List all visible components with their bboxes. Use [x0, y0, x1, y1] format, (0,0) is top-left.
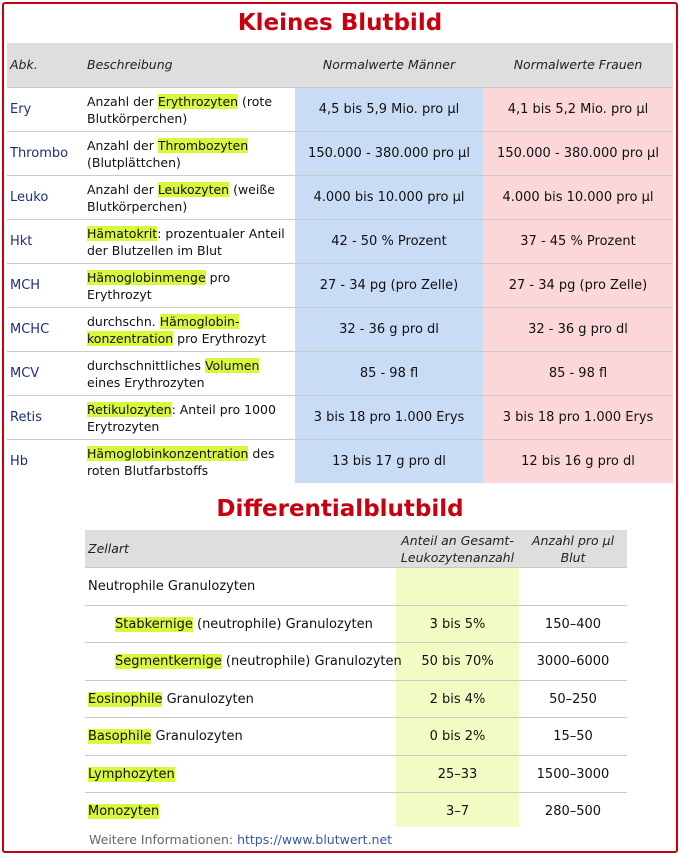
cell-type-highlight: Monozyten — [88, 804, 160, 819]
table-row — [7, 395, 673, 439]
table-row — [85, 717, 627, 755]
desc-pre: Anzahl der — [87, 182, 158, 197]
cell-type — [88, 681, 254, 718]
value-men: 150.000 - 380.000 pro µl — [295, 132, 483, 175]
value-men: 13 bis 17 g pro dl — [295, 440, 483, 483]
share-value: 50 bis 70% — [421, 654, 494, 669]
cell-type-highlight: Stabkernige — [115, 616, 193, 632]
desc-post: pro Erythrozyt — [173, 330, 267, 346]
share-value: 3–7 — [445, 804, 470, 819]
table-row — [7, 307, 673, 351]
desc-highlight: Hämoglobin-konzentration — [87, 314, 240, 346]
value-women: 32 - 36 g pro dl — [483, 308, 673, 351]
cell-type-rest: (neutrophile) Granulozyten — [192, 616, 373, 632]
cell-type — [88, 568, 255, 605]
count-value: 280–500 — [544, 804, 602, 819]
cell-type-rest: (neutrophile) Granulozyten — [221, 654, 402, 669]
desc-highlight: Retikulozyten — [87, 402, 172, 417]
row-description — [87, 94, 292, 127]
value-men: 4.000 bis 10.000 pro µl — [295, 176, 483, 219]
count-value: 3000–6000 — [536, 654, 610, 669]
row-abbr: Thrombo — [10, 146, 69, 161]
desc-post: : Anteil pro 1000 Erytrozyten — [87, 402, 276, 434]
row-description — [87, 138, 292, 171]
cell-type-highlight: Basophile — [88, 729, 152, 744]
row-description — [87, 270, 292, 303]
row-abbr: Hb — [10, 454, 29, 469]
value-men: 42 - 50 % Prozent — [295, 220, 483, 263]
value-women: 150.000 - 380.000 pro µl — [483, 132, 673, 175]
table-row — [7, 87, 673, 131]
value-women: 27 - 34 pg (pro Zelle) — [483, 264, 673, 307]
desc-post: (Blutplättchen) — [87, 154, 181, 170]
share-value: 3 bis 5% — [429, 616, 486, 632]
cell-type-highlight: Segmentkernige — [115, 654, 222, 669]
table-row — [85, 792, 627, 830]
desc-pre: Anzahl der — [87, 138, 158, 153]
table-row — [85, 567, 627, 605]
desc-post: pro Erythrozyt — [87, 270, 231, 302]
desc-post: : prozentualer Anteil der Blutzellen im Blut — [87, 226, 285, 258]
row-abbr: MCH — [10, 278, 41, 293]
value-women: 37 - 45 % Prozent — [483, 220, 673, 263]
row-description — [87, 446, 292, 479]
desc-post: (rote Blutkörperchen) — [87, 94, 273, 126]
table-row — [7, 439, 673, 483]
row-description — [87, 314, 292, 347]
row-abbr: MCV — [10, 366, 40, 381]
row-abbr: Ery — [10, 102, 32, 117]
header-abbr: Abk. — [10, 57, 38, 72]
row-description — [87, 402, 292, 435]
table-row — [85, 680, 627, 718]
header-count: Anzahl pro µl Blut — [531, 533, 615, 565]
cell-type — [88, 718, 243, 755]
row-description — [87, 182, 292, 215]
desc-highlight: Hämatokrit — [87, 226, 158, 241]
count-value: 150–400 — [544, 616, 602, 632]
table-row — [7, 263, 673, 307]
desc-post: eines Erythrozyten — [87, 374, 205, 390]
count-value: 50–250 — [549, 691, 597, 707]
share-value: 25–33 — [437, 766, 478, 782]
cell-type — [115, 643, 402, 680]
row-abbr: MCHC — [10, 322, 50, 337]
row-description — [87, 226, 292, 259]
cell-type-highlight: Eosinophile — [88, 691, 163, 707]
desc-post: des roten Blutfarbstoffs — [87, 446, 275, 478]
header-men: Normalwerte Männer — [322, 57, 456, 72]
table-row — [85, 642, 627, 680]
share-value: 0 bis 2% — [429, 729, 486, 744]
table-row — [7, 351, 673, 395]
desc-highlight: Leukozyten — [157, 182, 230, 197]
desc-highlight: Hämoglobinkonzentration — [87, 446, 249, 461]
title-small-blood-count: Kleines Blutbild — [237, 10, 443, 36]
differential-table — [85, 530, 627, 827]
cell-type-rest: Granulozyten — [151, 729, 243, 744]
value-men: 85 - 98 fl — [295, 352, 483, 395]
value-women: 4,1 bis 5,2 Mio. pro µl — [483, 88, 673, 131]
row-abbr: Hkt — [10, 234, 33, 249]
table-row — [7, 175, 673, 219]
row-abbr: Retis — [10, 410, 42, 425]
value-women: 12 bis 16 g pro dl — [483, 440, 673, 483]
cell-type-rest: Neutrophile Granulozyten — [88, 579, 256, 594]
value-men: 4,5 bis 5,9 Mio. pro µl — [295, 88, 483, 131]
desc-highlight: Volumen — [204, 358, 260, 373]
row-abbr: Leuko — [10, 190, 49, 205]
desc-highlight: Hämoglobinmenge — [87, 270, 206, 285]
table-row — [85, 755, 627, 793]
desc-highlight: Thrombozyten — [157, 138, 249, 153]
cell-type — [115, 606, 373, 643]
table-row — [7, 131, 673, 175]
count-value: 1500–3000 — [536, 766, 610, 782]
cell-type — [88, 793, 159, 830]
row-description — [87, 358, 292, 391]
desc-highlight: Erythrozyten — [157, 94, 239, 109]
value-women: 85 - 98 fl — [483, 352, 673, 395]
value-men: 27 - 34 pg (pro Zelle) — [295, 264, 483, 307]
value-men: 3 bis 18 pro 1.000 Erys — [295, 396, 483, 439]
table-header — [7, 43, 673, 87]
count-value: 15–50 — [553, 729, 593, 744]
table-row — [7, 219, 673, 263]
desc-pre: Anzahl der — [87, 94, 158, 109]
value-women: 3 bis 18 pro 1.000 Erys — [483, 396, 673, 439]
table-row — [85, 605, 627, 643]
header-desc: Beschreibung — [87, 57, 173, 72]
desc-post: (weiße Blutkörperchen) — [87, 182, 275, 214]
value-men: 32 - 36 g pro dl — [295, 308, 483, 351]
footer — [89, 832, 392, 847]
desc-pre: durchschnittliches — [87, 358, 205, 373]
header-cell-type: Zellart — [88, 541, 129, 556]
title-differential-blood-count: Differentialblutbild — [216, 496, 464, 522]
share-value: 2 bis 4% — [429, 691, 486, 707]
cell-type-highlight: Lymphozyten — [88, 766, 175, 782]
value-women: 4.000 bis 10.000 pro µl — [483, 176, 673, 219]
cell-type-rest: Granulozyten — [162, 691, 254, 707]
table-header — [85, 530, 627, 567]
footer-link[interactable]: https://www.blutwert.net — [237, 832, 393, 847]
footer-label: Weitere Informationen: — [89, 832, 238, 847]
desc-pre: durchschn. — [87, 314, 160, 329]
header-share: Anteil an Gesamt-Leukozytenanzahl — [400, 533, 515, 565]
cell-type — [88, 756, 175, 793]
header-women: Normalwerte Frauen — [513, 57, 643, 72]
